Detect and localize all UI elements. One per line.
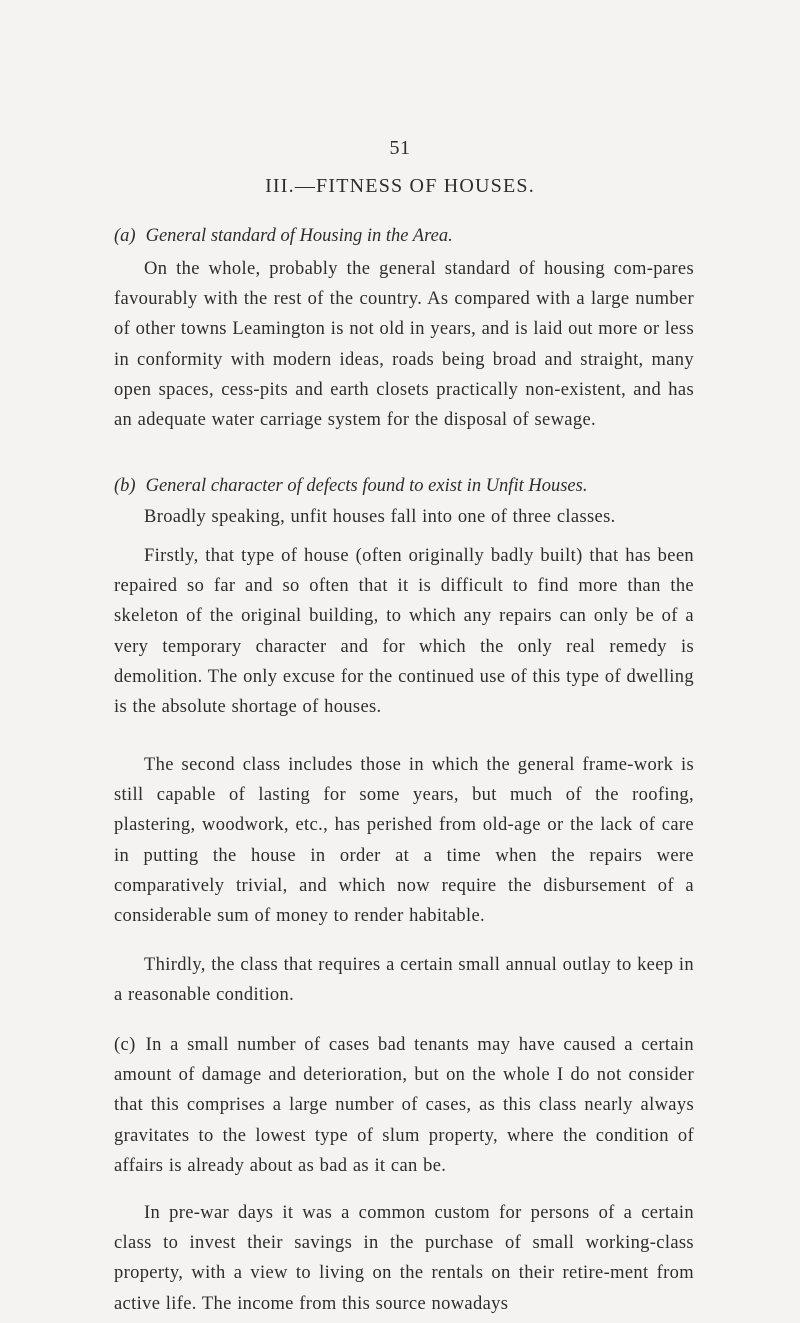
subsection-b-heading-text: General character of defects found to exist in Unfit Houses.: [145, 476, 588, 496]
subsection-a-mark: (a): [114, 226, 136, 246]
paragraph-b-4: Thirdly, the class that requires a certain small annual outlay to keep in a reasonable condition.: [114, 955, 694, 1006]
paragraph-b-1: Broadly speaking, unfit houses fall into one of three classes.: [144, 507, 616, 527]
paragraph-c-1: [114, 1030, 694, 1181]
subsection-c-mark: (c): [114, 1035, 136, 1055]
page-number: 51: [389, 137, 411, 159]
subsection-b-heading: [114, 474, 704, 498]
section-title: III.—FITNESS OF HOUSES.: [265, 175, 535, 197]
paragraph-b-2: Firstly, that type of house (often originally badly built) that has been repaired so far and so often that it is difficult to find more than the skeleton of the original building, to which any repairs can only be of a very temporary character and for which the only real remedy is demolition. The only excuse for the continued use of this type of dwelling is the absolute shortage of houses.: [114, 546, 694, 718]
subsection-a-heading-text: General standard of Housing in the Area.: [145, 226, 453, 246]
paragraph-c-1-text: In a small number of cases bad tenants may have caused a certain amount of damage and deterioration, but on the whole I do not consider that this comprises a large number of cases, as this class nearly always gravitates to the lowest type of slum property, where the condition of affairs is already about as bad as it can be.: [114, 1035, 694, 1176]
paragraph-a-1: On the whole, probably the general standard of housing com-pares favourably with the rest of the country. As compared with a large number of other towns Leamington is not old in years, and is laid out more or less in conformity with modern ideas, roads being broad and straight, many open spaces, cess-pits and earth closets practically non-existent, and has an adequate water carriage system for the disposal of sewage.: [114, 259, 694, 431]
subsection-a-heading: [114, 224, 704, 248]
subsection-b-mark: (b): [114, 476, 136, 496]
paragraph-b-3: The second class includes those in which the general frame-work is still capable of lasting for some years, but much of the roofing, plastering, woodwork, etc., has perished from old-age or the lack of care in putting the house in order at a time when the repairs were comparatively trivial, and which now require the disbursement of a considerable sum of money to render habitable.: [114, 755, 694, 927]
paragraph-c-2: In pre-war days it was a common custom for persons of a certain class to invest their savings in the purchase of small working-class property, with a view to living on the rentals on their retire-ment from active life. The income from this source nowadays: [114, 1203, 694, 1314]
